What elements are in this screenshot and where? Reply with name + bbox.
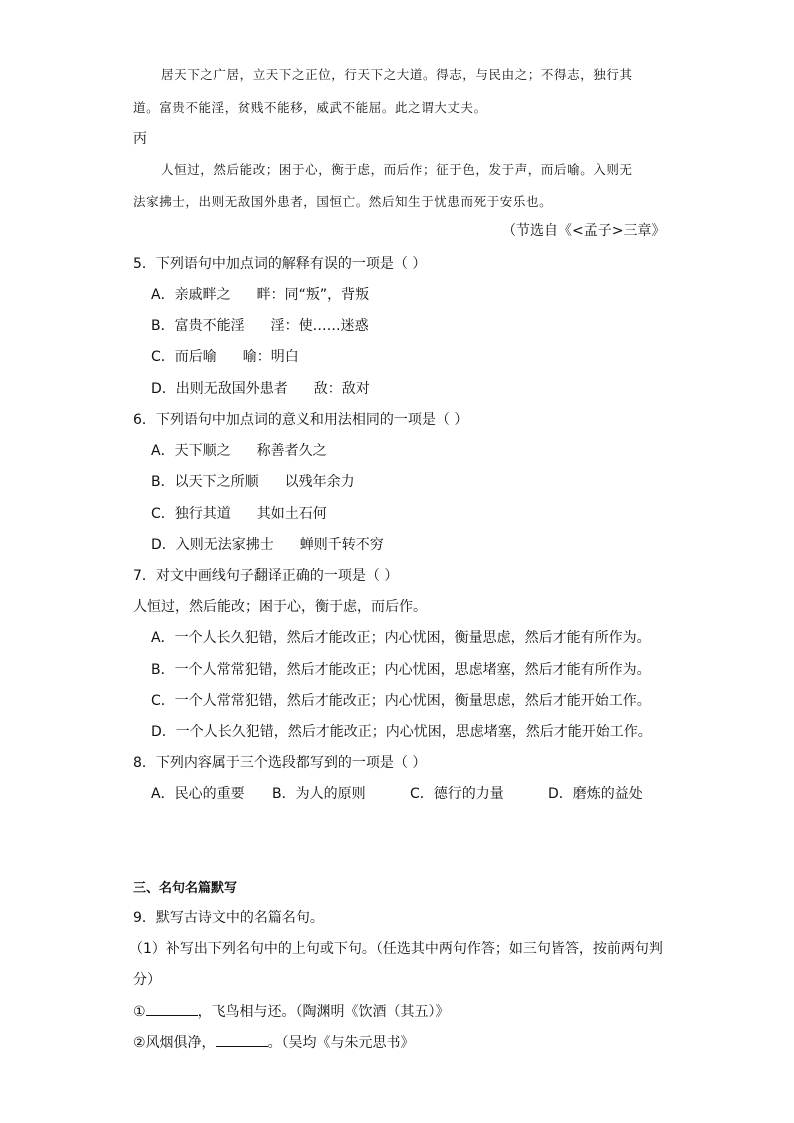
answer-blank-1[interactable]: [146, 1015, 198, 1016]
fill-item-2-suffix: 。（吴均《与朱元思书》: [267, 1035, 415, 1051]
question-6-option-a: A．天下顺之 称善者久之: [151, 443, 327, 459]
fill-item-2: [133, 1034, 415, 1052]
passage-yi-line-1: 居天下之广居，立天下之正位，行天下之大道。得志，与民由之；不得志，独行其: [161, 67, 633, 82]
question-5-option-b: B．富贵不能淫 淫：使……迷惑: [151, 318, 369, 334]
question-5-option-d: D．出则无敌国外患者 敌：敌对: [151, 381, 370, 397]
question-8-option-c: C．德行的力量: [410, 786, 504, 802]
question-6-option-b: B．以天下之所顺 以残年余力: [151, 474, 355, 490]
fill-item-2-prefix: 风烟俱净，: [145, 1035, 216, 1051]
question-7-option-c: C．一个人常常犯错，然后才能改正；内心忧困，衡量思虑，然后才能开始工作。: [151, 693, 651, 709]
question-5-option-c: C．而后喻 喻：明白: [151, 349, 299, 365]
question-8-stem: 8．下列内容属于三个选段都写到的一项是（ ）: [133, 755, 427, 771]
question-7-option-d: D．一个人长久犯错，然后才能改正；内心忧困，思虑堵塞，然后才能开始工作。: [151, 724, 652, 740]
answer-blank-2[interactable]: [216, 1046, 268, 1047]
passage-bing-line-2: 法家拂士，出则无敌国外患者，国恒亡。然后知生于忧患而死于安乐也。: [133, 194, 553, 209]
question-9-sub-1-line-1: （1）补写出下列名句中的上句或下句。（任选其中两句作答；如三句皆答，按前两句判: [129, 941, 663, 957]
passage-source: （节选自《<孟子>三章》: [502, 223, 666, 239]
passage-bing-label: 丙: [133, 131, 147, 147]
question-6-option-d: D．入则无法家拂士 蝉则千转不穷: [151, 537, 384, 553]
question-7-stem: 7．对文中画线句子翻译正确的一项是（ ）: [133, 568, 399, 584]
question-9-sub-1-line-2: 分）: [133, 972, 161, 988]
fill-item-1-text: ，飞鸟相与还。（陶渊明《饮酒（其五）》: [197, 1004, 450, 1020]
fill-item-1: [133, 1003, 450, 1021]
fill-item-1-number: ①: [133, 1004, 146, 1020]
passage-yi-line-2: 道。富贵不能淫，贫贱不能移，威武不能屈。此之谓大丈夫。: [133, 100, 487, 115]
question-8-option-b: B．为人的原则: [272, 786, 366, 802]
passage-bing-line-1: 人恒过，然后能改；困于心，衡于虑，而后作；征于色，发于声，而后喻。入则无: [161, 162, 633, 177]
fill-item-2-number: ②: [133, 1035, 146, 1051]
section-3-title: 三、名句名篇默写: [133, 881, 238, 896]
question-6-option-c: C．独行其道 其如土石何: [151, 506, 327, 522]
question-6-stem: 6．下列语句中加点词的意义和用法相同的一项是（ ）: [133, 412, 469, 428]
question-9-stem: 9．默写古诗文中的名篇名句。: [133, 910, 324, 926]
question-5-option-a: A．亲戚畔之 畔：同“叛”，背叛: [151, 287, 370, 303]
question-7-sentence: 人恒过，然后能改；困于心，衡于虑，而后作。: [133, 599, 427, 615]
question-8-option-d: D．磨炼的益处: [548, 786, 643, 802]
question-5-stem: 5．下列语句中加点词的解释有误的一项是（ ）: [133, 256, 427, 272]
question-7-option-a: A．一个人长久犯错，然后才能改正；内心忧困，衡量思虑，然后才能有所作为。: [151, 630, 651, 646]
question-7-option-b: B．一个人常常犯错，然后才能改正；内心忧困，思虑堵塞，然后才能有所作为。: [151, 662, 651, 678]
question-8-option-a: A．民心的重要: [151, 786, 245, 802]
